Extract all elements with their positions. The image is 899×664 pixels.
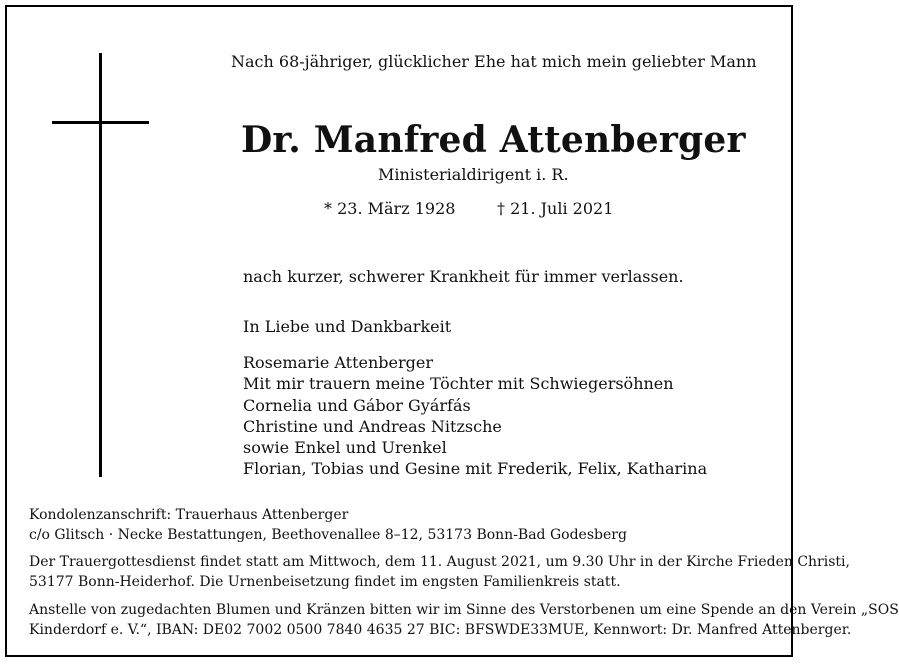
condolence-line: c/o Glitsch · Necke Bestattungen, Beethovenallee 8–12, 53173 Bonn-Bad Godesberg [29,527,627,543]
donation-line: Kinderdorf e. V.“, IBAN: DE02 7002 0500 7840 4635 27 BIC: BFSWDE33MUE, Kennwort: Dr. Manfred Attenberger. [29,622,852,638]
deceased-title: Ministerialdirigent i. R. [378,165,569,184]
donation-info [29,600,899,640]
death-date: † 21. Juli 2021 [497,199,614,218]
intro-text: Nach 68-jähriger, glücklicher Ehe hat mich mein geliebter Mann [231,52,757,71]
condolence-line: Kondolenzanschrift: Trauerhaus Attenberger [29,507,349,523]
service-line: Der Trauergottesdienst findet statt am Mittwoch, dem 11. August 2021, um 9.30 Uhr in der Kirche Frieden Christi, [29,554,850,570]
mourner-line: Florian, Tobias und Gesine mit Frederik, Felix, Katharina [243,459,708,479]
mourner-line: Christine und Andreas Nitzsche [243,416,502,436]
love-text: In Liebe und Dankbarkeit [243,317,452,336]
mourner-line: Mit mir trauern meine Töchter mit Schwiegersöhnen [243,374,674,394]
funeral-service-info [29,552,850,592]
deceased-name: Dr. Manfred Attenberger [241,119,746,161]
obituary-notice [5,5,899,657]
mourner-line: Rosemarie Attenberger [243,353,434,372]
mourner-line: Cornelia und Gábor Gyárfás [243,395,471,415]
donation-line: Anstelle von zugedachten Blumen und Kränzen bitten wir im Sinne des Verstorbenen um eine Spende an den Verein „SOS [29,602,899,618]
service-line: 53177 Bonn-Heiderhof. Die Urnenbeisetzung findet im engsten Familienkreis statt. [29,574,621,590]
condolence-address [29,505,627,545]
mourner-line: sowie Enkel und Urenkel [243,438,447,458]
birth-date: * 23. März 1928 [324,199,456,218]
mourners-list [243,352,707,480]
passing-text: nach kurzer, schwerer Krankheit für immer verlassen. [243,267,684,286]
